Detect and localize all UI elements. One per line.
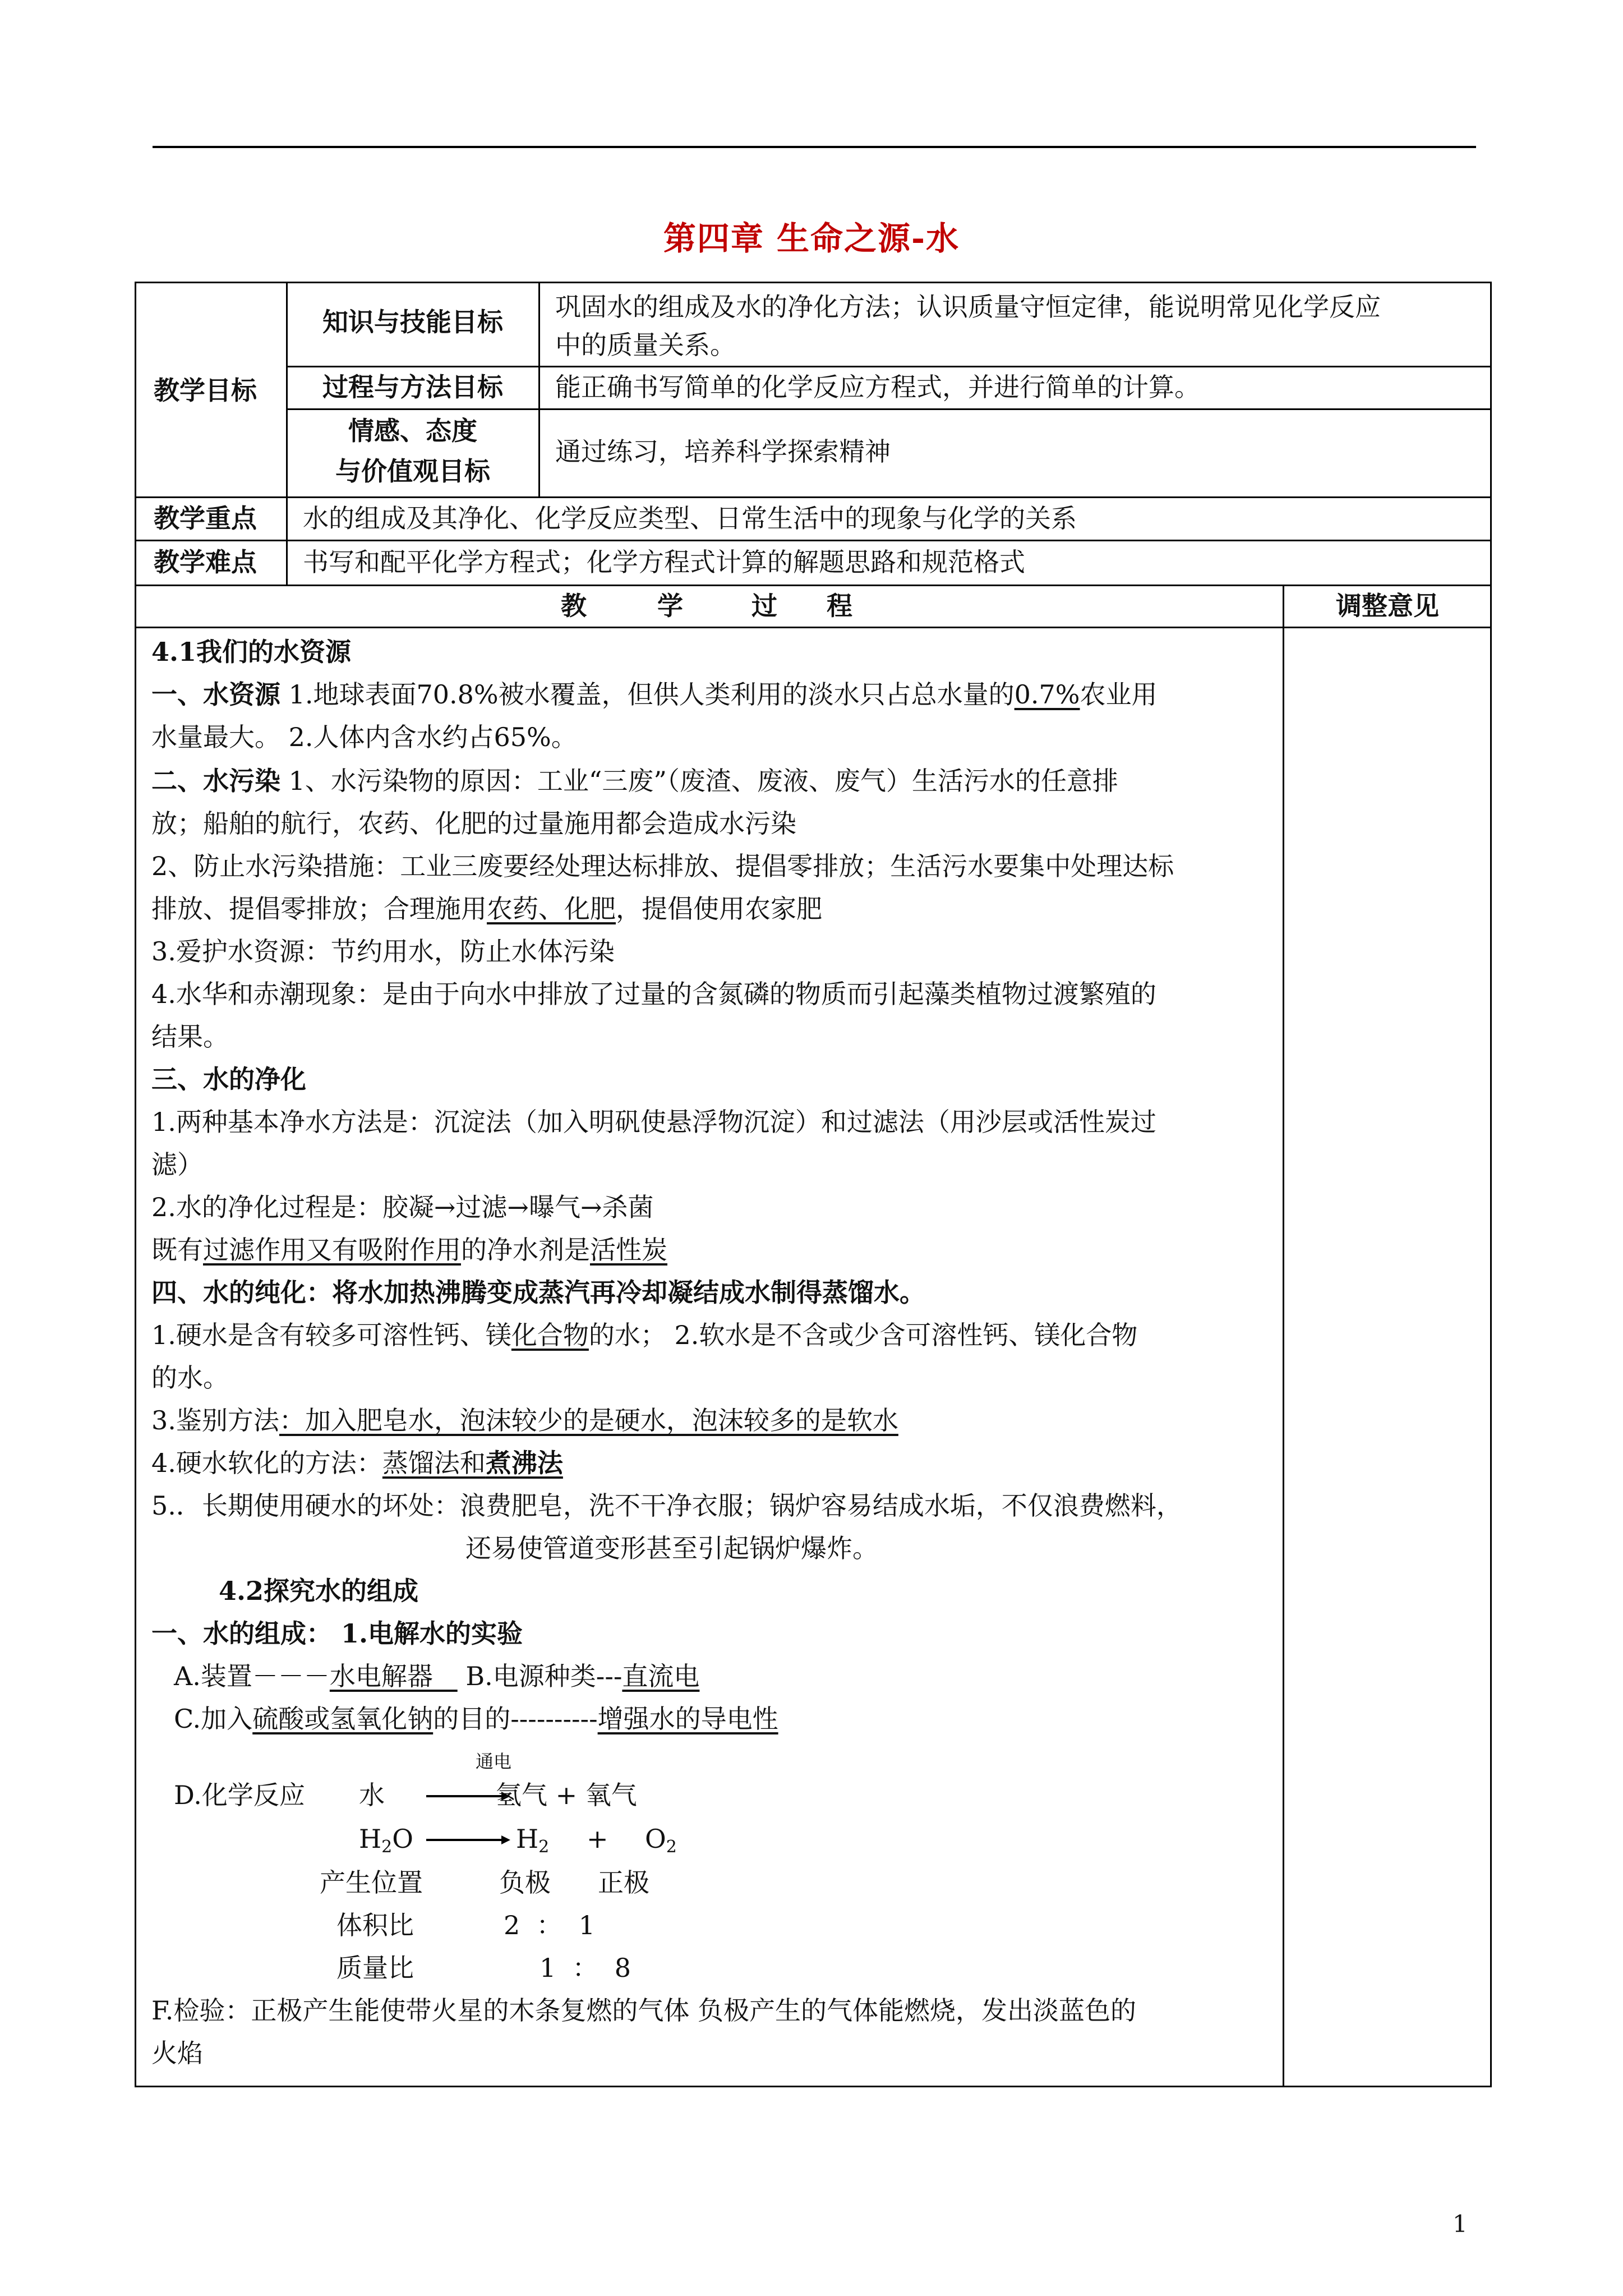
volume-ratio-label: 体积比 <box>336 1910 414 1940</box>
difficult-points-content: 书写和配平化学方程式；化学方程式计算的解题思路和规范格式 <box>303 547 1025 577</box>
table-rule <box>538 282 540 498</box>
electrolyte-line <box>174 1702 778 1736</box>
text-run: 增强水的导电性 <box>597 1704 778 1734</box>
prevention-line: 2、防止水污染措施：工业三废要经处理达标排放、提倡零排放；生活污水要集中处理达标 <box>151 851 1174 881</box>
softening-line <box>151 1446 563 1480</box>
text-run: 化合物 <box>511 1320 589 1350</box>
condition-label: 通电 <box>476 1751 512 1772</box>
process-header-char: 程 <box>827 591 852 621</box>
text-run: 2 <box>538 1837 550 1857</box>
text-run: 2 <box>666 1837 677 1857</box>
text-run: H <box>516 1824 539 1854</box>
text-run: 的水； 2.软水是不含或少含可溶性钙、镁化合物 <box>588 1320 1138 1350</box>
table-border-top <box>135 282 1492 283</box>
key-points-label: 教学重点 <box>154 503 257 533</box>
formula-plus: + <box>587 1824 608 1854</box>
purification-heading: 三、水的净化 <box>151 1064 306 1094</box>
adjustment-header: 调整意见 <box>1336 591 1439 621</box>
pollution-line: 放；船舶的航行，农药、化肥的过量施用都会造成水污染 <box>151 808 796 839</box>
header-rule <box>153 146 1476 148</box>
position-negative: 负极 <box>499 1867 551 1898</box>
text-run: ：加入肥皂水，泡沫较少的是硬水，泡沫较多的是软水 <box>279 1405 898 1435</box>
table-rule <box>135 496 1492 498</box>
text-run: C.加入 <box>174 1704 253 1734</box>
table-rule <box>286 366 1492 367</box>
objective-label-process: 过程与方法目标 <box>322 372 503 402</box>
text-run: B.电源种类--- <box>465 1661 623 1691</box>
table-rule <box>135 540 1492 541</box>
process-header-char: 过 <box>751 591 777 621</box>
objective-label-attitude: 与价值观目标 <box>335 456 490 486</box>
table-rule <box>135 627 1492 628</box>
objective-attitude-content: 通过练习，培养科学探索精神 <box>555 436 891 467</box>
text-run: O <box>645 1824 666 1854</box>
hard-water-line <box>151 1318 1137 1352</box>
formula-arrow-icon <box>426 1834 510 1846</box>
distillation-heading: 四、水的纯化：将水加热沸腾变成蒸汽再冷却凝结成水制得蒸馏水。 <box>151 1277 925 1308</box>
formula-oxygen <box>645 1822 677 1864</box>
volume-ratio-value: 2 ： 1 <box>504 1910 596 1940</box>
text-run: 煮沸法 <box>485 1448 563 1478</box>
composition-heading: 一、水的组成： 1.电解水的实验 <box>151 1618 523 1649</box>
page-title: 第四章 生命之源-水 <box>663 219 960 257</box>
text-run: 农业用 <box>1080 679 1158 710</box>
text-run: 2 <box>381 1837 393 1857</box>
objective-label-knowledge: 知识与技能目标 <box>322 307 503 337</box>
formula-water <box>359 1822 413 1864</box>
table-rule <box>135 585 1492 586</box>
text-run: 蒸馏法和 <box>382 1448 486 1478</box>
text-run: 过滤作用又有吸附作用 <box>203 1235 461 1265</box>
text-run: H <box>359 1824 382 1854</box>
text-run: 0.7% <box>1014 679 1080 710</box>
text-run: 的目的---------- <box>433 1704 598 1734</box>
prevention-line <box>151 892 822 926</box>
purification-line: 2.水的净化过程是：胶凝→过滤→曝气→杀菌 <box>151 1192 654 1222</box>
pollution-line <box>151 764 1118 798</box>
algal-bloom-line: 结果。 <box>151 1022 229 1052</box>
text-run: 水电解器 <box>329 1661 458 1691</box>
mass-ratio-value: 1 ： 8 <box>540 1953 631 1983</box>
text-run: 硫酸或氢氧化钠 <box>252 1704 434 1734</box>
purification-line: 1.两种基本净水方法是：沉淀法（加入明矾使悬浮物沉淀）和过滤法（用沙层或活性炭过 <box>151 1107 1156 1137</box>
text-run: 1.硬水是含有较多可溶性钙、镁 <box>151 1320 511 1350</box>
identification-line <box>151 1404 898 1437</box>
water-resources-line <box>151 678 1158 711</box>
text-run: ，提倡使用农家肥 <box>616 894 822 924</box>
formula-hydrogen <box>516 1822 549 1864</box>
table-rule <box>1283 585 1284 2087</box>
table-rule <box>286 496 288 586</box>
gas-test-line: F.检验：正极产生能使带火星的木条复燃的气体 负极产生的气体能燃烧，发出淡蓝色的 <box>151 1995 1136 2026</box>
position-label: 产生位置 <box>320 1867 423 1898</box>
harm-line: 还易使管道变形甚至引起锅炉爆炸。 <box>465 1533 878 1563</box>
protection-line: 3.爱护水资源：节约用水，防止水体污染 <box>151 936 615 967</box>
text-run: 排放、提倡零排放；合理施用 <box>151 894 487 924</box>
hard-water-line: 的水。 <box>151 1363 229 1393</box>
mass-ratio-label: 质量比 <box>336 1953 414 1983</box>
text-run: 3.鉴别方法 <box>151 1405 279 1435</box>
difficult-points-label: 教学难点 <box>154 547 257 577</box>
text-run: 4.硬水软化的方法： <box>151 1448 382 1478</box>
text-run: 农药、化肥 <box>487 894 616 924</box>
water-resources-heading: 一、水资源 <box>151 679 280 710</box>
objective-process-content: 能正确书写简单的化学反应方程式，并进行简单的计算。 <box>555 372 1200 402</box>
section-4-2-title: 4.2探究水的组成 <box>219 1576 419 1606</box>
table-rule <box>286 408 1492 410</box>
water-resources-line: 水量最大。 2.人体内含水约占65%。 <box>151 722 577 752</box>
apparatus-line <box>174 1659 699 1693</box>
text-run: A.装置－－－ <box>174 1661 330 1691</box>
objectives-label: 教学目标 <box>154 375 257 406</box>
process-header-char: 教 <box>561 591 587 621</box>
text-run: 1、水污染物的原因：工业“三废”（废渣、废液、废气）生活污水的任意排 <box>288 766 1118 796</box>
table-border-bottom <box>135 2086 1492 2087</box>
objective-knowledge-content: 巩固水的组成及水的净化方法；认识质量守恒定律，能说明常见化学反应 <box>555 292 1381 322</box>
objective-knowledge-content: 中的质量关系。 <box>555 330 736 360</box>
text-run: 的净水剂是 <box>461 1235 590 1265</box>
pollution-heading: 二、水污染 <box>151 766 280 796</box>
harm-line: 5.．长期使用硬水的坏处：浪费肥皂，洗不干净衣服；锅炉容易结成水垢，不仅浪费燃料， <box>151 1490 1182 1521</box>
page-number: 1 <box>1453 2210 1468 2238</box>
objective-label-attitude: 情感、态度 <box>348 416 477 446</box>
text-run: 活性炭 <box>590 1235 667 1265</box>
reactant-water: 水 <box>359 1780 385 1810</box>
products-line: 氢气 + 氧气 <box>496 1780 637 1810</box>
key-points-content: 水的组成及其净化、化学反应类型、日常生活中的现象与化学的关系 <box>303 503 1077 533</box>
algal-bloom-line: 4.水华和赤潮现象：是由于向水中排放了过量的含氮磷的物质而引起藻类植物过渡繁殖的 <box>151 979 1156 1009</box>
table-border-left <box>135 282 136 2087</box>
purification-line: 滤） <box>151 1149 203 1180</box>
process-header-char: 学 <box>657 591 683 621</box>
text-run: 直流电 <box>622 1661 700 1691</box>
section-4-1-title: 4.1我们的水资源 <box>151 637 352 667</box>
gas-test-line: 火焰 <box>151 2038 203 2068</box>
purification-line <box>151 1233 667 1267</box>
table-border-right <box>1490 282 1492 2087</box>
text-run: O <box>392 1824 413 1854</box>
position-positive: 正极 <box>598 1867 649 1898</box>
reaction-label: D.化学反应 <box>174 1780 305 1810</box>
text-run: 既有 <box>151 1235 203 1265</box>
text-run: 1.地球表面70.8%被水覆盖，但供人类利用的淡水只占总水量的 <box>288 679 1015 710</box>
